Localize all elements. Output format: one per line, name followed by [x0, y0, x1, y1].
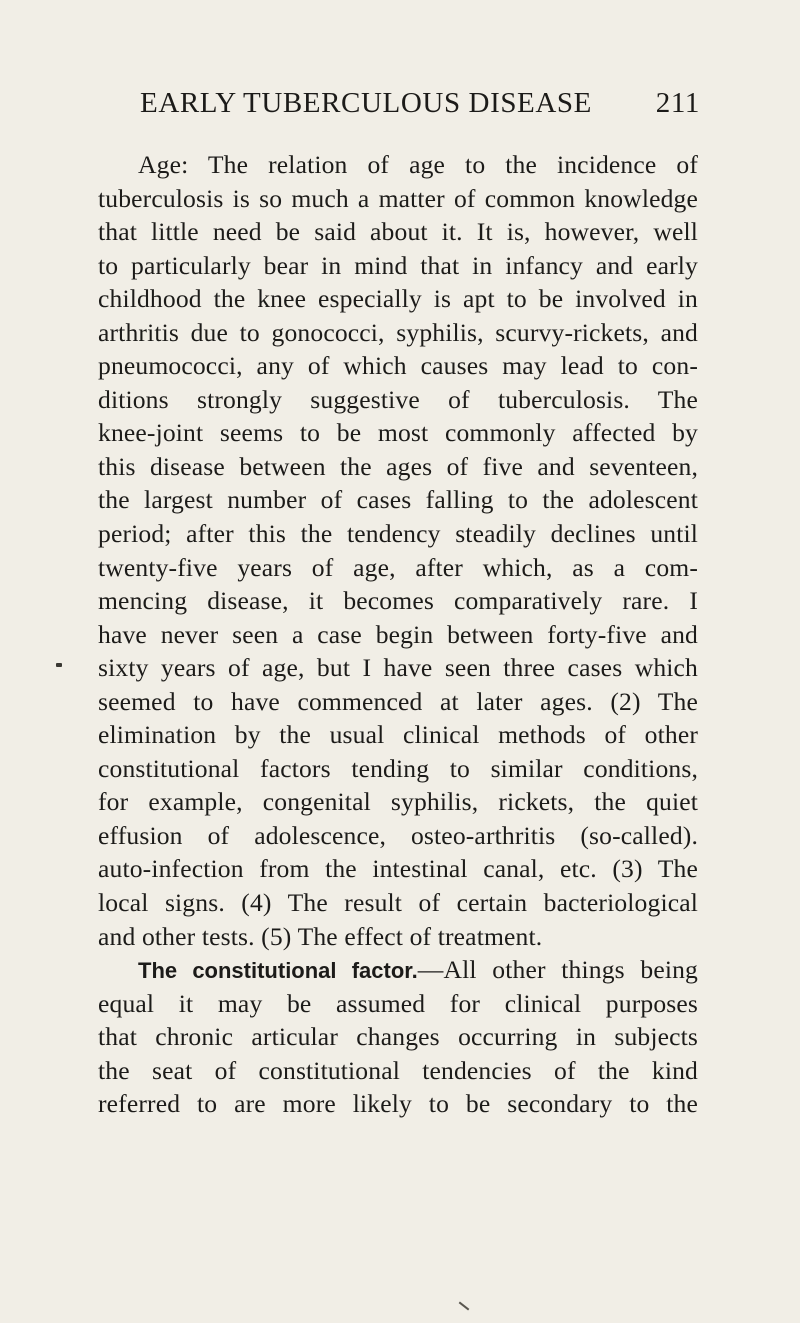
text-line: local signs. (4) The result of certain bacteriological [98, 888, 698, 918]
section-heading: The constitutional factor. [138, 958, 418, 984]
section-heading-line [98, 953, 698, 987]
text-line: constitutional factors tending to similar conditions, [98, 753, 698, 783]
text-line: knee-joint seems to be most commonly affected by [98, 418, 698, 448]
text-line: this disease between the ages of five and seventeen, [98, 451, 698, 481]
text-line: effusion of adolescence, osteo-arthritis (so-called). [98, 820, 698, 850]
page-number: 211 [655, 87, 700, 119]
text-line: tuberculosis is so much a matter of common knowledge [98, 183, 698, 213]
text-line: elimination by the usual clinical methods of other [98, 720, 698, 750]
text-line: mencing disease, it becomes comparatively rare. I [98, 586, 698, 616]
text-line: the seat of constitutional tendencies of the kind [98, 1055, 698, 1085]
text-line: for example, congenital syphilis, rickets, the quiet [98, 787, 698, 817]
section-heading-rest: —All other things being [417, 955, 699, 985]
text-line: ditions strongly suggestive of tuberculosis. The [98, 384, 698, 414]
text-line: have never seen a case begin between forty-five and [98, 619, 698, 649]
text-line: to particularly bear in mind that in infancy and early [98, 250, 698, 280]
text-line: the largest number of cases falling to the adolescent [98, 485, 698, 515]
running-head [140, 87, 700, 131]
stray-mark [459, 1302, 470, 1311]
text-line: and other tests. (5) The effect of treatment. [98, 921, 543, 951]
text-line: seemed to have commenced at later ages. (2) The [98, 686, 698, 716]
text-line: pneumococci, any of which causes may lead to con- [98, 351, 698, 381]
text-line: equal it may be assumed for clinical purposes [98, 988, 698, 1018]
running-head-title: EARLY TUBERCULOUS DISEASE [140, 87, 592, 119]
text-line: sixty years of age, but I have seen three cases which [98, 653, 698, 683]
text-line: auto-infection from the intestinal canal, etc. (3) The [98, 854, 698, 884]
text-line: referred to are more likely to be secondary to the [98, 1089, 698, 1119]
text-line: period; after this the tendency steadily declines until [98, 519, 698, 549]
text-line: childhood the knee especially is apt to be involved in [98, 284, 698, 314]
text-line: that little need be said about it. It is, however, well [98, 217, 698, 247]
text-line: twenty-five years of age, after which, as a com- [98, 552, 698, 582]
text-line: that chronic articular changes occurring in subjects [98, 1022, 698, 1052]
body-text [98, 148, 698, 1121]
text-line: arthritis due to gonococci, syphilis, scurvy-rickets, and [98, 317, 698, 347]
margin-mark [56, 663, 62, 667]
text-line: Age: The relation of age to the incidence of [138, 150, 698, 179]
